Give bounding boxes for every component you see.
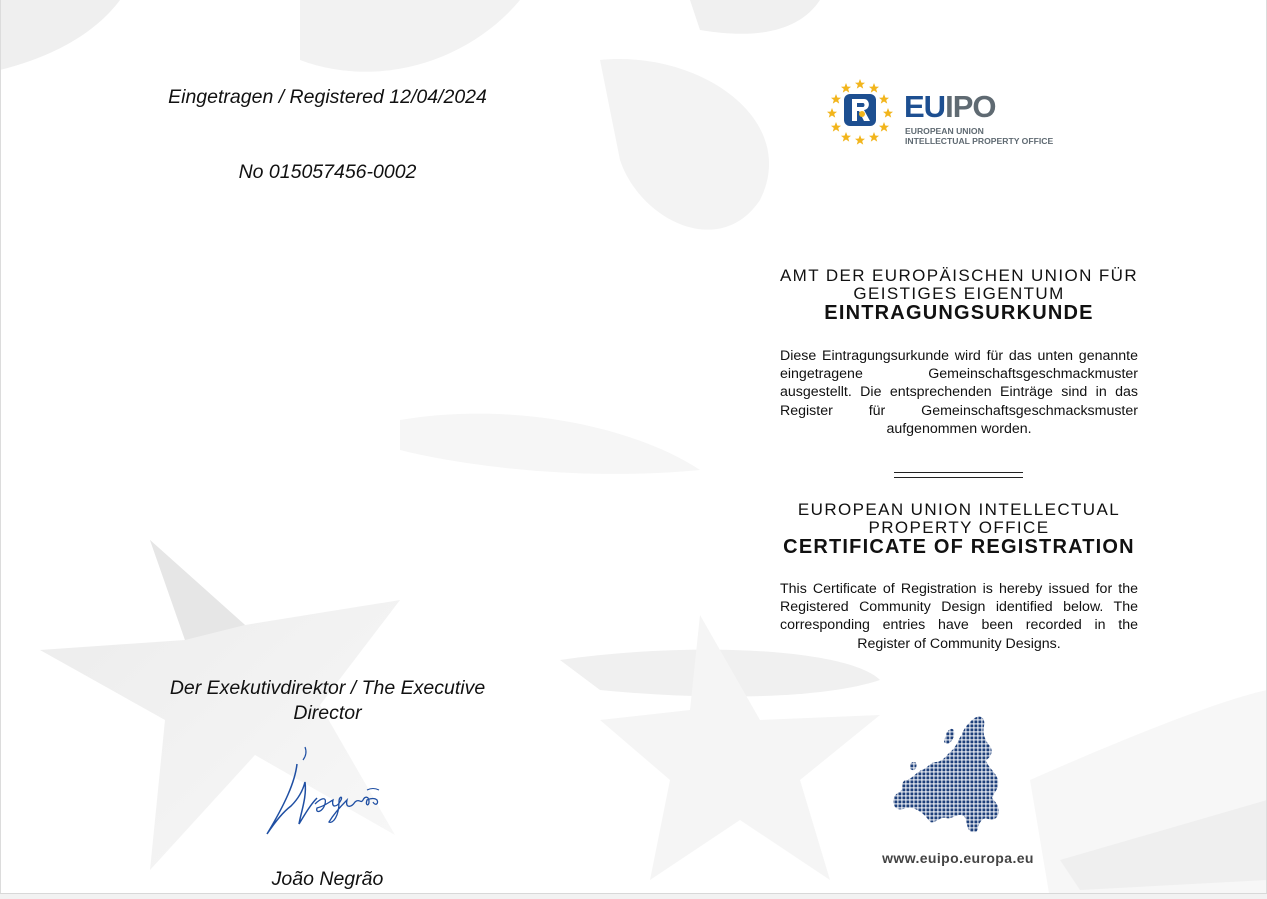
- registration-number: No 015057456-0002: [238, 161, 417, 183]
- euipo-logo: [826, 76, 1076, 148]
- german-office-line-2: GEISTIGES EIGENTUM: [853, 284, 1065, 303]
- wordmark-ipo: IPO: [945, 89, 996, 124]
- wordmark-eu: EU: [904, 89, 946, 124]
- page-bottom-edge: [0, 893, 1267, 899]
- english-office-heading: [700, 501, 1218, 537]
- registration-date: Eingetragen / Registered 12/04/2024: [168, 86, 487, 108]
- website-link[interactable]: www.euipo.europa.eu: [882, 850, 1034, 866]
- english-office-line-1: EUROPEAN UNION INTELLECTUAL: [797, 500, 1121, 519]
- english-certificate-title: CERTIFICATE OF REGISTRATION: [783, 536, 1135, 558]
- german-office-line-1: AMT DER EUROPÄISCHEN UNION FÜR: [779, 266, 1139, 285]
- logo-line-1: EUROPEAN UNION: [905, 126, 984, 136]
- english-certificate-text: This Certificate of Registration is hereby issued for the Registered Community Design identified below. The corresponding entries have been recorded in the Register of Community Designs.: [780, 581, 1138, 652]
- director-title: Der Exekutivdirektor / The Executive Director: [169, 677, 486, 724]
- euipo-emblem-icon: [826, 76, 894, 146]
- signature-graphic: [255, 742, 400, 847]
- german-office-heading: [700, 267, 1218, 303]
- english-office-line-2: PROPERTY OFFICE: [868, 518, 1050, 537]
- german-certificate-title: EINTRAGUNGSURKUNDE: [824, 302, 1094, 324]
- section-divider: [894, 472, 1023, 478]
- german-certificate-text: Diese Eintragungsurkunde wird für das unten genannte eingetragene Gemeinschaftsgeschmackmuster ausgestellt. Die entsprechenden Einträge sind in das Register für Gemeinschaftsgeschmacksmuster aufgenommen worden.: [780, 348, 1138, 437]
- logo-line-2: INTELLECTUAL PROPERTY OFFICE: [905, 136, 1054, 146]
- europe-map-icon: [886, 712, 1016, 840]
- signer-name: João Negrão: [271, 868, 384, 890]
- euipo-wordmark: [904, 89, 996, 124]
